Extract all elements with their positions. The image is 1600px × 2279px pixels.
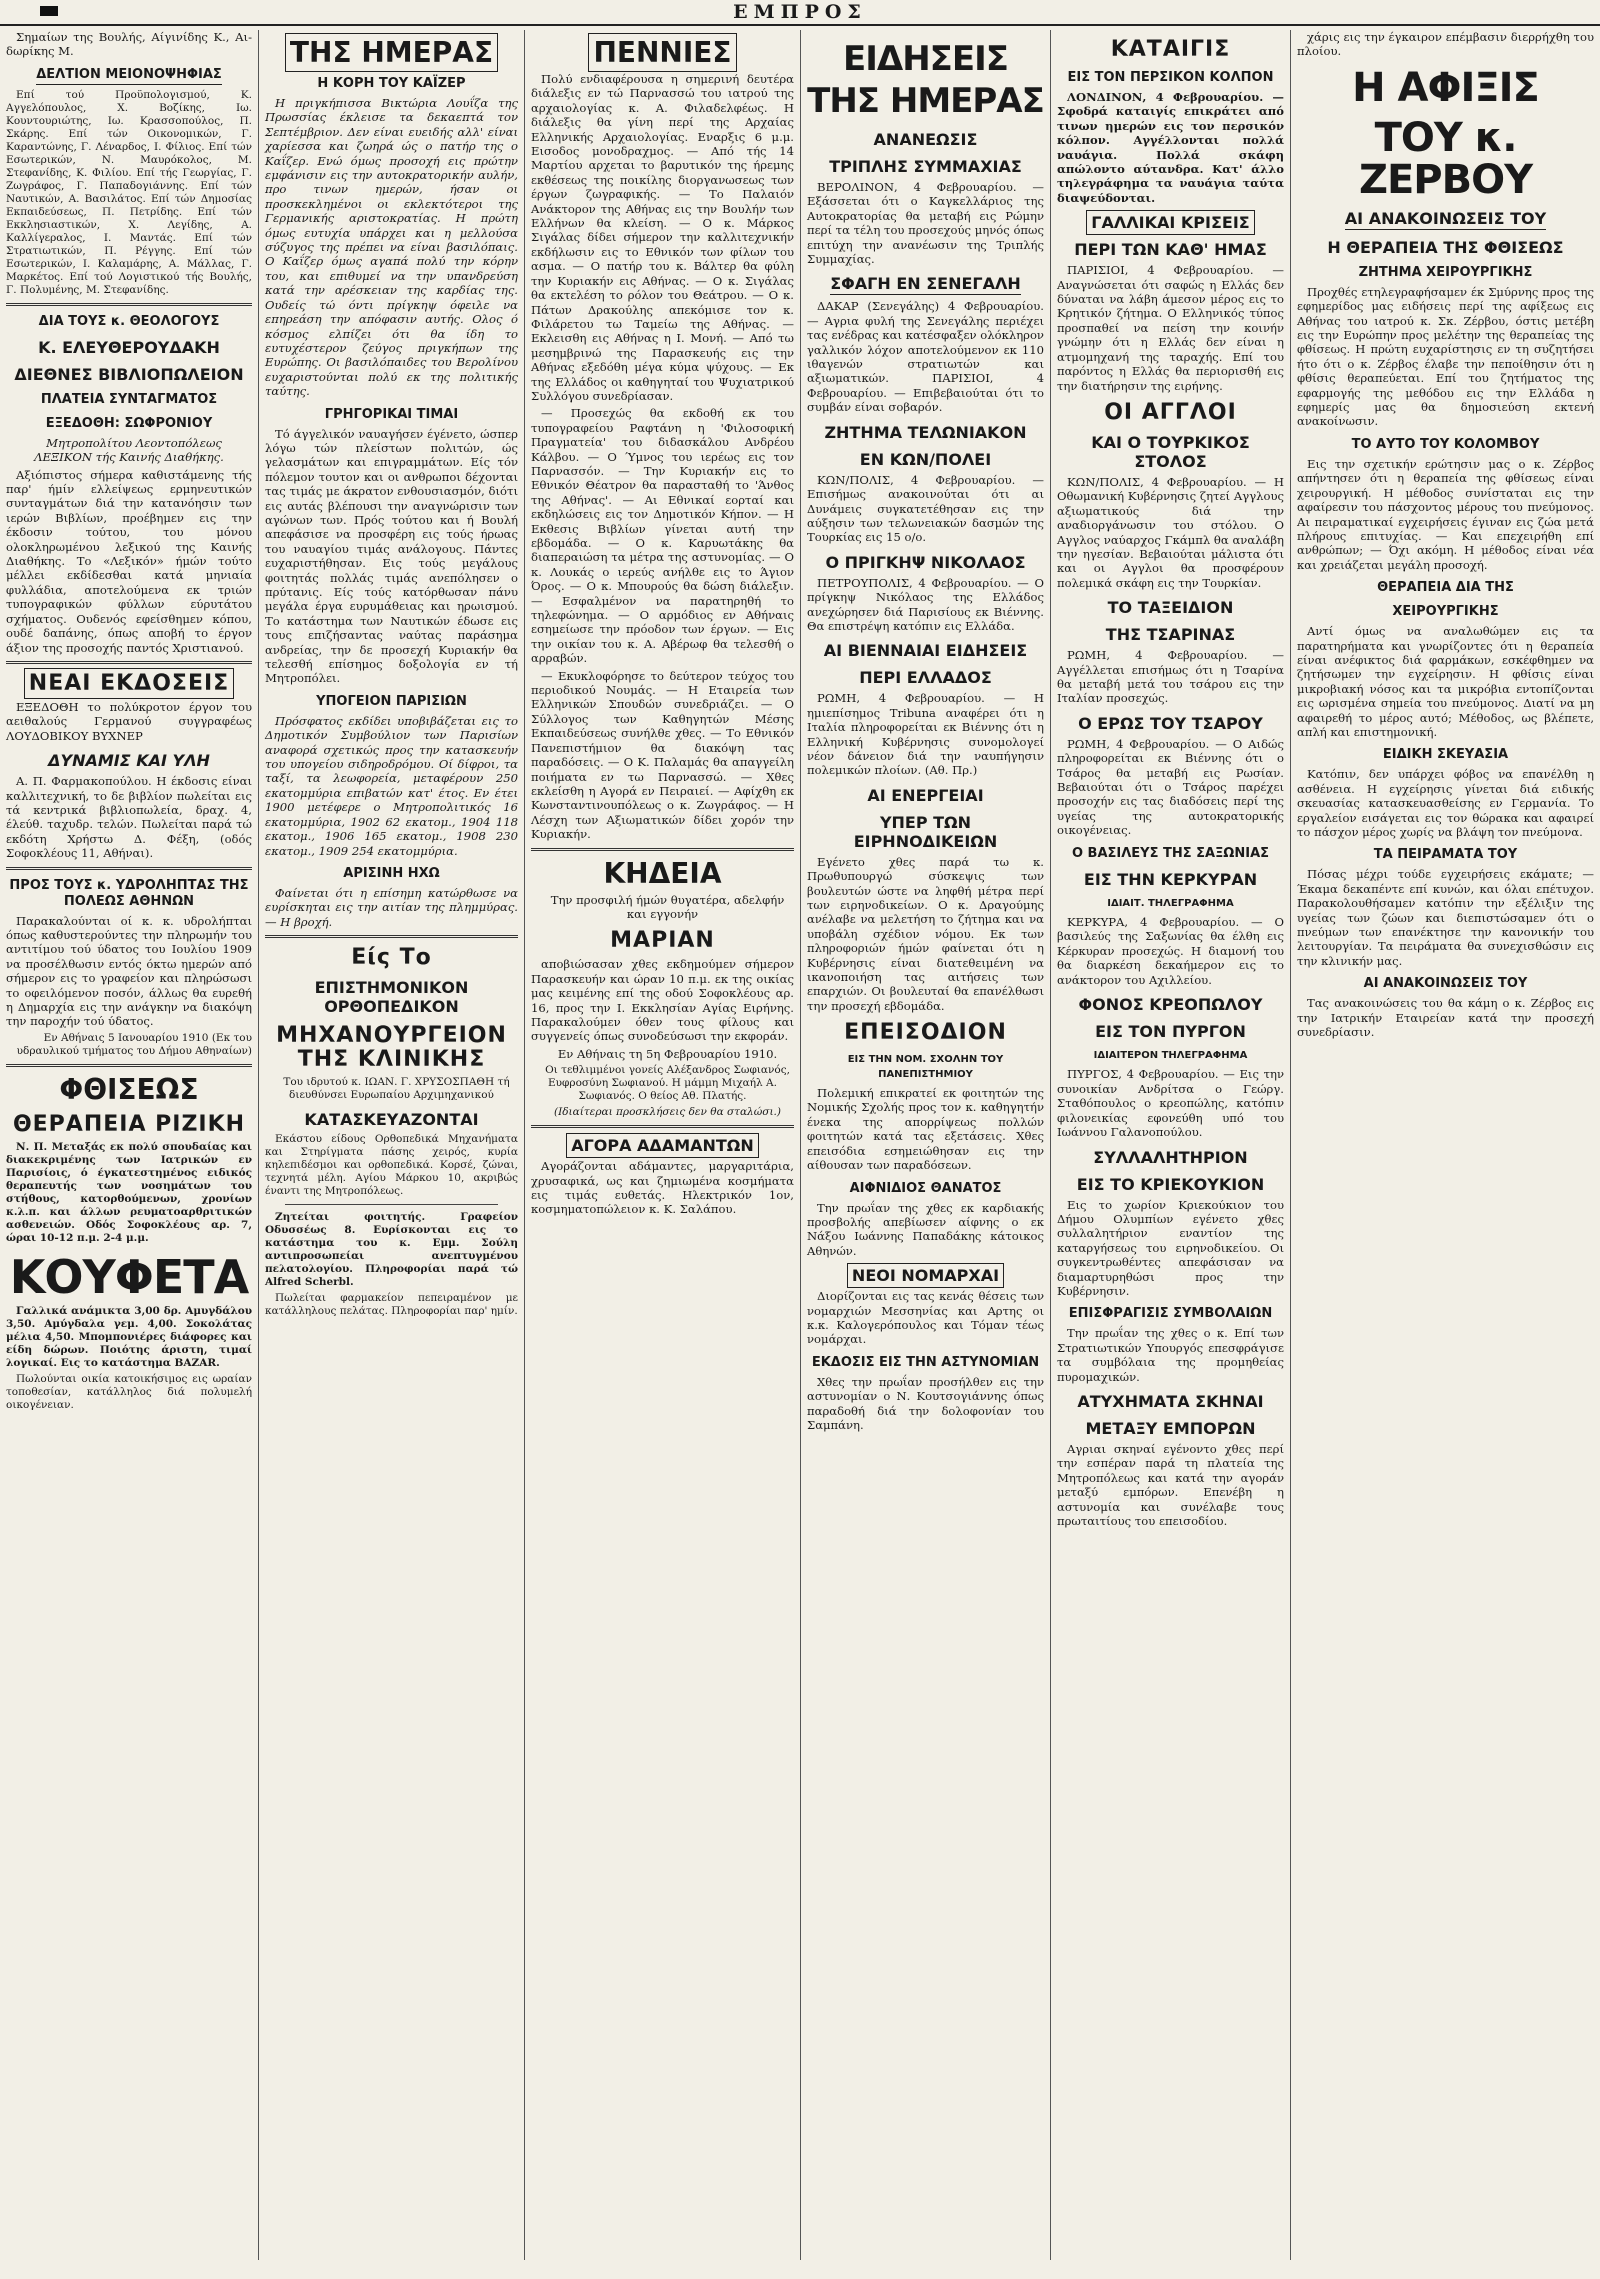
feature-text-6: Τας ανακοινώσεις του θα κάμη ο κ. Ζέρβος εις την Ιατρικήν Εταιρείαν κατά την προσεχή συνεδρίασιν. — [1297, 996, 1594, 1040]
water-notice-heading: ΠΡΟΣ ΤΟΥΣ κ. ΥΔΡΟΛΗΠΤΑΣ ΤΗΣ ΠΟΛΕΩΣ ΑΘΗΝΩΝ — [9, 877, 249, 909]
ortho-ad-heading-3: ΜΗΧΑΝΟΥΡΓΕΙΟΝ ΤΗΣ ΚΛΙΝΙΚΗΣ — [276, 1023, 507, 1073]
section-heading-pennies: ΠΕΝΝΙΕΣ — [531, 38, 794, 68]
divider — [285, 1204, 498, 1205]
newspaper-title: ΕΜΠΡΟΣ — [733, 1, 867, 23]
classified-text-2: Πωλείται φαρμακείον πεπειραμένον με κατάλληλους πελάτας. Πληροφορίαι παρ' ημίν. — [265, 1292, 518, 1318]
pennies-text-2: — Προσεχώς θα εκδοθή εκ του τυπογραφείου Ραφτάνη η 'Φιλοσοφική Πραγματεία' του διδασκάλου Ανδρέου Κάλβου. — Ο Ύμνος του ιερέως εις τον Παρνασσόν. — Την Κυριακήν εις το Εθνικόν Θέατρον θα παρασταθή το 'Άνθος της Αθήνας'. — Αι Εθνικαί εορταί και εκδηλώσεις εις τον Δημοτικόν Κήπον. — Η Εκθεσις Βιβλίων γίνεται αυτή την εβδομάδα. — Ο κ. Καρυωτάκης θα διαπεραιώση τα μέτρα της αστυνομίας. — Ο κ. Λουκάς ο ιερεύς ανήλθε εις το Άγιον Όρος. — Ο κ. Μπουρούς θα δώση διάλεξιν. — Εσφαλμένον να παρατηρηθή το τηλεφώνημα. — Ο αρμόδιος εν Αθήναις εσημείωσε την πρόοδον των έργων. — Εις την οικίαν του κ. Α. Αβέρωφ θα τελεσθή ο αρραβών. — [531, 406, 794, 666]
ortho-ad-heading-1: Είς Το — [351, 945, 432, 971]
new-editions-title: ΔΥΝΑΜΙΣ ΚΑΙ ΥΛΗ — [48, 751, 210, 771]
ad-lexicon-text: Αξιόπιστος σήμερα καθιστάμενης τής παρ' ήμίν ελλείψεως ερμηνευτικών συνταγμάτων διά την κατανόησιν των ιερών Βιβλίων, προέβημεν εις την έκδοσιν τούτου, του μόνου ολοκληρωμένου λεξικού της Καινής Διαθήκης. Το «Λεξικόν» ήμών τούτο μέλλει εκδίδεσθαι κατά μηνιαία φυλλάδια, αποτελούμενα εκ τριών τυπογραφικών φύλλων εύρυτάτου σχήματος. Ουδενός εφείσθημεν κόπου, ουδέ δαπάνης, όπως αποβή το έργον άξιον της προσοχής παντός Χριστιανού. — [6, 467, 252, 655]
section-heading-news: ΕΙΔΗΣΕΙΣ ΤΗΣ ΗΜΕΡΑΣ — [807, 39, 1044, 121]
ad-theologians-heading: ΔΙΑ ΤΟΥΣ κ. ΘΕΟΛΟΓΟΥΣ — [38, 313, 220, 329]
koufeta-ad-text: Γαλλικά ανάμικτα 3,00 δρ. Αμυγδάλου 3,50. Αμύγδαλα γεμ. 4,00. Σοκολάτας μέλια 4,50. Μπομπονιέρες διάφορες και είδη δώρων. Ποιότης άριστη, τιμαί λογικαί. Εις το κατάστημα BAZAR. — [6, 1304, 252, 1369]
deltion-text: Επί τού Προϋπολογισμού, Κ. Αγγελόπουλος, Χ. Βοζίκης, Ιω. Κουντουριώτης, Ιω. Κρασσοπούλος, Π. Σκάρης. Επί τών Οικονομικών, Γ. Καραντώνης, Γ. Λέναρδος, Ι. Φίλιος. Επί τών Εσωτερικών, Ν. Μαυρόκολος, Μ. Στεφανίδης, Κ. Φιλίου. Επί τής Γεωργίας, Γ. Ζωγράφος, Γ. Παπαδογιάννης. Επί τών Ναυτικών, Α. Βασιλάτος. Επί τών Δημοσίας Εκπαιδεύσεως, Π. Πετρίδης. Επί τών Εκκλησιαστικών, Χ. Λεγίδης, Α. Καλλίγεραλος, Ι. Μαντάς. Επί τών Στρατιωτικών, Π. Ρέγγης. Επί τών Εσωτερικών, Ι. Καλαμάρης, Α. Μάλλας, Γ. Μαρκέτος. Επί τού Λογιστικού τής Βουλής, Γ. Πολυμένης, Μ. Στεφανίδης. — [6, 88, 252, 296]
feature-heading-instrument: ΕΙΔΙΚΗ ΣΚΕΥΑΣΙΑ — [1382, 747, 1509, 763]
funeral-name: ΜΑΡΙΑΝ — [610, 928, 715, 954]
news-heading-persian-gulf: ΕΙΣ ΤΟΝ ΠΕΡΣΙΚΟΝ ΚΟΛΠΟΝ — [1067, 70, 1274, 85]
news-heading-senegal: ΣΦΑΓΗ ΕΝ ΣΕΝΕΓΑΛΗ — [830, 274, 1021, 294]
feature-text-3: Αντί όμως να αναλωθώμεν εις τα παρατηρήματα και γνωρίζοντες ότι η θεραπεία είναι ανέφικτος διά φαρμάκων, εσκέφθημεν να ζητήσωμεν την εγχείρησιν. Η φθίσις είναι μικροβιακή νόσος και τα μικρόβια εντοπίζονται εις ωρισμένα σημεία του πνεύμονος. Διατί να μη αφαιρεθή το μέρος αυτό; Μέθοδος, ως βλέπετε, απλή και επιστημονική. — [1297, 624, 1594, 739]
news-text-alliance: ΒΕΡΟΛΙΝΟΝ, 4 Φεβρουαρίου. — Εξάσσεται ότι ο Καγκελλάριος της Αυτοκρατορίας θα μεταβή εις Ρώμην περί τα τέλη του προσεχούς μηνός όπως επιτύχη την ανανέωσιν της Τριπλής Συμμαχίας. — [807, 180, 1044, 267]
funeral-heading: ΚΗΔΕΙΑ — [603, 856, 722, 890]
deltion-heading: ΔΕΛΤΙΟΝ ΜΕΙΟΝΟΨΗΦΙΑΣ — [6, 67, 252, 85]
feature-heading-therapy: Η ΘΕΡΑΠΕΙΑ ΤΗΣ ΦΘΙΣΕΩΣ — [1327, 237, 1564, 257]
divider — [6, 1064, 252, 1067]
news-text-vienna: ΡΩΜΗ, 4 Φεβρουαρίου. — Η ημιεπίσημος Tribuna αναφέρει ότι η Ιταλία πληροφορείται εκ Βιέννης ότι η Ελληνική Κυβέρνησις συνομολογεί νέον δάνειον διά την ναυπήγησιν πολεμικών πλοίων. (Αθ. Πρ.) — [807, 691, 1044, 778]
column-6 — [1291, 30, 1600, 2260]
news-heading-actions: ΑΙ ΕΝΕΡΓΕΙΑΙ — [867, 785, 984, 805]
news-heading-greece: ΠΕΡΙ ΕΛΛΑΔΟΣ — [859, 668, 992, 688]
new-editions-text-2: Α. Π. Φαρμακοπούλου. Η έκδοσις είναι καλλιτεχνική, το δε βιβλίον πωλείται εις τά κεντρικά βιβλιοπωλεία, δραχ. 4, έλεύθ. ταχυδρ. τελών. Πωλείται παρά τώ εκδότη Χρήστω Δ. Φέξη, (οδός Σοφοκλέους 11, Αθήναι). — [6, 774, 252, 861]
news-heading-telegram: ΙΔΙΑΙΤ. ΤΗΛΕΓΡΑΦΗΜΑ — [1107, 897, 1234, 909]
news-text-french: ΠΑΡΙΣΙΟΙ, 4 Φεβρουαρίου. — Αναγνώσεται ότι σαφώς η Ελλάς δεν δύναται να λάβη άμεσον μέρος εις το Κρητικόν ζήτημα. Ο Ελληνικός τύπος προσπαθεί να πείση την κοινήν γνώμην ότι η Ελλάς δεν είναι η ατμομηχανή της ταραχής. Επί του παρόντος η Ελλάς θα περιορισθή εις την διατήρησιν της ειρήνης. — [1057, 263, 1284, 393]
news-heading-vienna: ΑΙ ΒΙΕΝΝΑΙΑΙ ΕΙΔΗΣΕΙΣ — [823, 641, 1028, 661]
column-3 — [525, 30, 800, 2260]
news-heading-journey: ΤΟ ΤΑΞΕΙΔΙΟΝ — [1107, 598, 1234, 618]
news-heading-contracts: ΕΠΙΣΦΡΑΓΙΣΙΣ ΣΥΜΒΟΛΑΙΩΝ — [1068, 1306, 1273, 1322]
ad-lexicon-subtitle: Μητροπολίτου Λεοντοπόλεως ΛΕΞΙΚΟΝ τής Καινής Διαθήκης. — [34, 435, 224, 465]
news-heading-tsarina: ΤΗΣ ΤΣΑΡΙΝΑΣ — [1105, 625, 1236, 645]
news-heading-constantinople: ΕΝ ΚΩΝ/ΠΟΛΕΙ — [859, 449, 992, 469]
ad-bookshop-name: Κ. ΕΛΕΥΘΕΡΟΥΔΑΚΗ — [38, 337, 220, 357]
water-notice-text: Παρακαλούνται οί κ. κ. υδρολήπται όπως καθυστερούντες την πληρωμήν του αντιτίμου τού ύδατος του Ιουλίου 1909 να προσέλθωσιν εντός όκτω ημερών από σήμερον εις το γραφείον και πληρώσωσι το οφειλόμενον ποσόν, άλλως θα ευρεθή η Δημαρχία εις την ανάγκην να διακόψη την παροχήν τού ύδατος. — [6, 913, 252, 1029]
news-heading-prince: Ο ΠΡΙΓΚΗΨ ΝΙΚΟΛΑΟΣ — [825, 552, 1026, 572]
news-heading-rally: ΣΥΛΛΑΛΗΤΗΡΙΟΝ — [1093, 1147, 1248, 1167]
news-heading-french: ΓΑΛΛΙΚΑΙ ΚΡΙΣΕΙΣ — [1057, 213, 1284, 232]
ortho-ad-text: Του ιδρυτού κ. ΙΩΑΝ. Γ. ΧΡΥΣΟΣΠΑΘΗ τή διευθύνσει Ευρωπαίου Αρχιμηχανικού — [283, 1076, 510, 1102]
feature-heading-announcements-2: ΑΙ ΑΝΑΚΟΙΝΩΣΕΙΣ ΤΟΥ — [1363, 976, 1528, 992]
news-text-tsar: ΡΩΜΗ, 4 Φεβρουαρίου. — Ο Αιδώς πληροφορείται εκ Βιέννης ότι ο Τσάρος θα μεταβή εις Ρωσίαν. Βεβαιούται ότι ο Τσάρος παρέχει προσοχήν εις τας διαδόσεις περί της υγείας της αυτοκρατορικής οικογένειας. — [1057, 736, 1284, 838]
divider — [531, 1125, 794, 1128]
funeral-date: Εν Αθήναις τη 5η Φεβρουαρίου 1910. — [557, 1046, 778, 1061]
article-heading-honours: ΓΡΗΓΟΡΙΚΑΙ ΤΙΜΑΙ — [324, 406, 459, 422]
news-heading-english: ΟΙ ΑΓΓΛΟΙ — [1104, 399, 1237, 425]
ortho-ad-text-2: Εκάστου είδους Ορθοπεδικά Μηχανήματα και Στηρίγματα πάσης χειρός, κυρία κηλεπιδέσμοι και ορθοπεδικά. Κορσέ, ζώναι, τεχνητά μέλη. Αγίου Μάρκου 10, ακριβώς έναντι της Μητροπόλεως. — [265, 1133, 518, 1198]
ad-bookshop-title: ΔΙΕΘΝΕΣ ΒΙΒΛΙΟΠΩΛΕΙΟΝ — [14, 364, 244, 384]
news-text-customs: ΚΩΝ/ΠΟΛΙΣ, 4 Φεβρουαρίου. — Επισήμως ανακοινούται ότι αι Δυνάμεις συγκατετέθησαν εις την αύξησιν των τελωνειακών δασμών της Τουρκίας εις 15 ο/ο. — [807, 472, 1044, 545]
column-4 — [801, 30, 1050, 2260]
feature-text-2: Εις την σχετικήν ερώτησιν μας ο κ. Ζέρβος απήντησεν ότι η θεραπεία της φθίσεως είναι χειρουργική. Η μέθοδος συνίσταται εις την αφαίρεσιν του πάσχοντος μέρους του πνεύμονος. Αι πειραματικαί εγχειρήσεις έγιναν εις ζώα μετά πλήρους επιτυχίας. — Και επεχειρήθη επί ανθρώπων; — Όχι ακόμη. Η μέθοδος είναι νέα και χρειάζεται μεγάλη προσοχή. — [1297, 456, 1594, 572]
phthisis-ad-subheading: ΘΕΡΑΠΕΙΑ ΡΙΖΙΚΗ — [12, 1111, 246, 1137]
diamonds-ad-text: Αγοράζονται αδάμαντες, μαργαριτάρια, χρυσαφικά, ως και ζημιωμένα κοσμήματα εις τιμάς ευθετάς. Ηλεκτρικόν 1ον, κοσμηματοπώλειον κ. Κ. Σαλάπου. — [531, 1159, 794, 1217]
feature-text-1: Προχθές ετηλεγραφήσαμεν έκ Σμύρνης προς της εφημερίδος μας ειδήσεις περί της αφίξεως εις Αθήνας του ιατρού κ. Σκ. Ζέρβου, όστις μετέβη εις την Ευρώπην προς μελέτην της θεραπείας της φθίσεως. Η πρώτη ευχαρίστησις εν τη συζητήσει ήτο ότι ο κ. Ζέρβος έλαβε την πεποίθησιν ότι η φθίσις θεραπεύεται. Επί του ζητήματος της εφαρμογής της μεθόδου εις την Ελλάδα η εφημερίς μας θα δημοσιεύση εκτενή ανακοίνωσιν. — [1297, 284, 1594, 429]
news-heading-scenes: ΑΤΥΧΗΜΑΤΑ ΣΚΗΝΑΙ — [1077, 1391, 1264, 1411]
new-editions-heading: ΝΕΑΙ ΕΚΔΟΣΕΙΣ — [6, 672, 252, 696]
masthead-ornament — [40, 6, 58, 16]
news-heading-saxony: Ο ΒΑΣΙΛΕΥΣ ΤΗΣ ΣΑΞΩΝΙΑΣ — [1071, 845, 1270, 861]
column-5 — [1051, 30, 1290, 2260]
news-heading-telegram-2: ΙΔΙΑΙΤΕΡΟΝ ΤΗΛΕΓΡΑΦΗΜΑ — [1093, 1050, 1248, 1062]
news-heading-police: ΕΚΔΟΣΙΣ ΕΙΣ ΤΗΝ ΑΣΤΥΝΟΜΙΑΝ — [811, 1354, 1040, 1370]
column-2 — [259, 30, 524, 2260]
divider — [265, 935, 518, 938]
pennies-text-1: Πολύ ενδιαφέρουσα η σημερινή δευτέρα διάλεξις εν τώ Παρνασσώ του ιατρού της αρχαιολογίας κ. Α. Φιλαδελφέως. Η διάλεξις θα γίνη περί της Αρχαίας Ελληνικής Αρχαιολογίας. Εναρξις 6 μ.μ. Εισοδος μονοδραχμος. — Από τής 14 Μαρτίου αρχεται το βαρυτικόν της ήρεμης εκθέσεως της ποικίλης διοργανωσεως των έργων ζωγραφικής. — Το Παλαιόν Ανάκτορον της Αθήνας εις την Βουλήν των Ελλήνων θα κλείση. — Ο κ. Μάρκος Σιγάλας δίδει σήμερον την καλλιτεχνικήν εκδήλωσιν εις το Εθνικόν των φίλων του ασμα. — Ο πατήρ του κ. Βάλτερ θα φύλη την Κυριακήν εις Αθήνας. — Ο κ. Σιγάλας θα εκτελέση το ρόλον του Θεάτρου. — Ο κ. Πάτων Δρακούλης απεκόμισε τον κ. Φιλάρετου τω Ταμείω της Αθήνας. — Εκλεισθη εις Αθήνας η Ι. Μονή. — Από τω μεσημβρινώ της Παρασκευής εις την Αθήνας εξεδόθη μέγα κύμα ψύχους. — Εκ της Ελλάδος οι καθηγηταί του Ψυχιατρικού Συλλόγου συνεδρίασαν. — [531, 72, 794, 403]
news-text-turkish-fleet: ΚΩΝ/ΠΟΛΙΣ, 4 Φεβρουαρίου. — Η Οθωμανική Κυβέρνησις ζητεί Αγγλους αξιωματικούς διά την αναδιοργάνωσιν του στόλου. Ο Αγγλος ναύαρχος Γκάμπλ θα αναλάβη την ηγεσίαν. Βεβαιούται μάλιστα ότι και οι Αγγλοι θα προσφέρουν πολεμικά σκάφη εις την Τουρκίαν. — [1057, 474, 1284, 590]
article-heading-metro: ΥΠΟΓΕΙΟΝ ΠΑΡΙΣΙΩΝ — [316, 693, 467, 709]
intro-text-col6: χάρις εις την έγκαιρον επέμβασιν διερρήχθη του πλοίου. — [1297, 30, 1594, 59]
news-text-police: Χθες την πρωΐαν προσήλθεν εις την αστυνομίαν ο Ν. Κουτσογιάννης όπως παραδοθή διά την δολοφονίαν του Σαμπάνη. — [807, 1374, 1044, 1432]
ad-published-heading: ΕΞΕΔΟΘΗ: ΣΩΦΡΟΝΙΟΥ — [45, 415, 213, 431]
water-notice-signature: Εν Αθήναις 5 Ιανουαρίου 1910 (Εκ του υδραυλικού τμήματος του Δήμου Αθηναίων) — [16, 1031, 252, 1057]
classified-text: Ζητείται φοιτητής. Γραφείον Οδυσσέως 8. Ευρίσκονται εις το κατάστημα του κ. Εμμ. Σούλη αντιπροσωπείαι ανεπτυγμένου πελατολογίου. Πληροφορίαι παρά τώ Alfred Scherbl. — [265, 1211, 518, 1289]
news-text-merchants: Αγριαι σκηναί εγένοντο χθες περί την εσπέραν παρά τη πλατεία της Μητροπόλεως και κατά την αγοράν μεταξύ εμπόρων. Επενέβη η αστυνομία και συνέλαβε τους πρωταιτίους του επεισοδίου. — [1057, 1441, 1284, 1528]
news-text-incident: Πολεμική επικρατεί εκ φοιτητών της Νομικής Σχολής προς τον κ. καθηγητήν ένεκα της απορρίψεως πολλών φοιτητών κατά τας εξετάσεις. Χθες επεισόδια εσημειώθησαν εις την αίθουσαν των παραδόσεων. — [807, 1086, 1044, 1173]
column-1 — [0, 30, 258, 2260]
funeral-note: (Ιδιαίτεραι προσκλήσεις δεν θα σταλώσι.) — [553, 1106, 781, 1119]
article-text-kaiser: Η πριγκήπισσα Βικτώρια Λουΐζα της Πρωσσίας έκλεισε τα δεκαεπτά τον Σεπτέμβριον. Δεν είναι ευειδής αλλ' είναι χαρίεσσα και ζωηρά ώς ο πατήρ της ο Καΐζερ. Ενώ όμως προσοχή εις πρώτην εμφάνισιν εις την αυτοκρατορικήν αυλήν, προ τινων ημερών, ήσαν οι προσκεκλημένοι οι εκλεκτότεροι της Γερμανικής αριστοκρατίας. Η πρώτη όμως ευτυχία υπάρχει και η μελλούσα σύζυγος της πρέπει να είναι βασιλόπαις. Ο Καΐζερ όμως αγαπά πολύ την κόρην του, και επιθυμεί να την υπανδρεύση κατά την αρέσκειαν της καρδίας της. Ουδείς τώ όντι πρίγκηψ όφειλε να επηρεάση την απόφασιν αυτής. Ολος ό κόσμος ελπίζει ότι θα ίδη το ευτυχέστερον ζεύγος πριγκήπων της Ευρώπης. Οι βασιλόπαιδες του Βερολίνου ευχαριστούνται πολύ εκ της πολιτικής ταύτης. — [265, 96, 518, 399]
feature-heading-surgical: ΧΕΙΡΟΥΡΓΙΚΗΣ — [1392, 604, 1499, 620]
news-heading-merchants: ΜΕΤΑΞΥ ΕΜΠΟΡΩΝ — [1085, 1418, 1256, 1438]
news-heading-alliance: ΤΡΙΠΛΗΣ ΣΥΜΜΑΧΙΑΣ — [829, 157, 1022, 176]
feature-heading-experiments: ΤΑ ΠΕΙΡΑΜΑΤΑ ΤΟΥ — [1373, 847, 1518, 863]
feature-heading-therapy-by: ΘΕΡΑΠΕΙΑ ΔΙΑ ΤΗΣ — [1377, 580, 1514, 596]
feature-text-4: Κατόπιν, δεν υπάρχει φόβος να επανέλθη η ασθένεια. Η εγχείρησις γίνεται διά ειδικής σκευασίας κατασκευασθείσης εν Γερμανία. Το εργαλείον εισάγεται εις τον θώρακα και αφαιρεί το πάσχον μέρος χωρίς να βλάψη τον πνεύμονα. — [1297, 767, 1594, 839]
news-text-pyrgos: ΠΥΡΓΟΣ, 4 Φεβρουαρίου. — Εις την συνοικίαν Ανδρίτσα ο Γεώργ. Σταθόπουλος ο κρεοπώλης, κατόπιν φιλονεικίας εφονεύθη υπό του Ιωάννου Γαλανοπούλου. — [1057, 1067, 1284, 1140]
diamonds-ad-heading: ΑΓΟΡΑ ΑΔΑΜΑΝΤΩΝ — [531, 1136, 794, 1155]
article-text-honours: Τό άγγελικόν ναυαγήσεν έγένετο, ώσπερ λόγω τών πλείστων πολιτών, ώς γελασμάτων και επιγραμμάτων. Είς τόν πόλεμον τουτον και οι ανθρωποι δέχονται τας τιμάς με άκρατον ενθουσιασμόν, διότι εις αυτάς βλέπουσι την αναγνώρισιν των αγώνων των. Πρός τούτου και ή Βουλή απεφάσισε να προσφέρη εις τούς ήρωας του ναυαγίου τιμάς ανάλογους. Πάντες ευχαριστήθησαν. Εις τούς μεγάλους φοιτητάς πολλάς τιμάς ανεπόλησεν ο πρύτανις. Είς τούς κατόρθωσαν πάνυ μεγάλα έργα ευρυμάθειας και ηρωισμού. Το κατάστημα των Ναυτικών έδωσε εις τους επιζήσαντας ναύτας παράσημα ανδρείας, την δε προσεχή Κυριακήν θα τελεσθή επίσημος δοξολογία εν τή Μητροπόλει. — [265, 426, 518, 686]
news-text-contracts: Την πρωΐαν της χθες ο κ. Επί των Στρατιωτικών Υπουργός επεσφράγισε τα συμβόλαια της προμηθείας πυρομαχικών. — [1057, 1326, 1284, 1384]
news-text-storm: ΛΟΝΔΙΝΟΝ, 4 Φεβρουαρίου. — Σφοδρά καταιγίς επικράτει από τινων ημερών εις τον περσικόν κόλπον. Αγγέλλονται πολλά ναυάγια. Πολλά σκάφη απώλοντο αύτανδρα. Κατ' άλλο τηλεγράφημα τα ναυάγια ταύτα διαψεύδονται. — [1057, 90, 1284, 205]
news-heading-courts: ΥΠΕΡ ΤΩΝ ΕΙΡΗΝΟΔΙΚΕΙΩΝ — [853, 812, 998, 851]
news-text-corfu: ΚΕΡΚΥΡΑ, 4 Φεβρουαρίου. — Ο βασιλεύς της Σαξωνίας θα έλθη εις Κέρκυραν προσεχώς. Η διαμονή του θα διαρκέση δεκαήμερον εις το ανάκτορον του Αχιλλείου. — [1057, 915, 1284, 987]
funeral-text-2: αποβιώσασαν χθες εκδημούμεν σήμερον Παρασκευήν και ώραν 10 π.μ. εκ της οικίας μας κειμένης επί της οδού Σοφοκλέους αρ. 16, προς την Ι. Εκκλησίαν Αγίας Ειρήνης. Παρακαλούμεν όθεν τους φίλους και συγγενείς όπως συνοδεύσωσι την εκφοράν. — [531, 957, 794, 1044]
divider — [6, 303, 252, 306]
divider — [6, 867, 252, 870]
feature-text-5: Πόσας μέχρι τούδε εγχειρήσεις εκάματε; — Έκαμα δεκαπέντε επί κυνών, και όλαι επέτυχον. Παρακολουθήσαμεν κατόπιν την εξέλιξιν της υγείας των ζώων και διεπιστώσαμεν ότι ο πνεύμων των επανέκτησε την κανονικήν του λειτουργίαν. Τα πειράματα θα συνεχισθώσιν εις την κλινικήν μας. — [1297, 867, 1594, 968]
article-text-metro: Πρόσφατος εκδίδει υποβιβάζεται εις το Δημοτικόν Συμβούλιον των Παρισίων αναφορά σχετικώς προς την κατασκευήν του υπογείου σιδηροδρόμου. Οί δίφροι, τα ταξί, τα λεωφορεία, μεταφέρουν 250 εκατομμύρια επιβατών κατ' έτος. Εν έτει 1900 μετέφερε ο Μητροπολιτικός 16 εκατομμύρια, 1902 62 εκατομ., 1904 118 εκατομ., 1906 165 εκατομ., 1908 230 εκατομ., 1909 254 εκατομμύρια. — [265, 713, 518, 858]
news-heading-law-school: ΕΙΣ ΤΗΝ ΝΟΜ. ΣΧΟΛΗΝ ΤΟΥ ΠΑΝΕΠΙΣΤΗΜΙΟΥ — [847, 1054, 1004, 1080]
article-heading-echo: ΑΡΙΣΙΝΗ ΗΧΩ — [343, 865, 440, 881]
news-heading-tsar: Ο ΕΡΩΣ ΤΟΥ ΤΣΑΡΟΥ — [1078, 713, 1263, 733]
news-heading-customs: ΖΗΤΗΜΑ ΤΕΛΩΝΙΑΚΟΝ — [824, 422, 1027, 442]
funeral-text: Την προσφιλή ήμών θυγατέρα, αδελφήν και εγγονήν — [550, 892, 785, 921]
feature-heading-columbus: ΤΟ ΑΥΤΟ ΤΟΥ ΚΟΛΟΜΒΟΥ — [1351, 436, 1540, 452]
news-heading-kriekoukion: ΕΙΣ ΤΟ ΚΡΙΕΚΟΥΚΙΟΝ — [1076, 1174, 1265, 1194]
feature-heading-surgery: ΖΗΤΗΜΑ ΧΕΙΡΟΥΡΓΙΚΗΣ — [1358, 264, 1533, 280]
news-heading-storm: ΚΑΤΑΙΓΙΣ — [1110, 37, 1231, 62]
news-text-rally: Εις το χωρίον Κριεκούκιον του Δήμου Ολυμπίων εγένετο χθες συλλαλητήριον εναντίον της καταργήσεως του ειρηνοδικείου. Οι συγκεντρωθέντες απεφάσισαν να διαμαρτυρηθώσι προς την Κυβέρνησιν. — [1057, 1197, 1284, 1298]
phthisis-ad-heading: ΦΘΙΣΕΩΣ — [59, 1072, 199, 1106]
divider — [6, 661, 252, 664]
news-heading-incident: ΕΠΕΙΣΟΔΙΟΝ — [844, 1020, 1007, 1046]
news-heading-pyrgos: ΕΙΣ ΤΟΝ ΠΥΡΓΟΝ — [1095, 1022, 1246, 1042]
news-heading-renewal: ΑΝΑΝΕΩΣΙΣ — [873, 130, 978, 149]
phthisis-ad-text: Ν. Π. Μεταξάς εκ πολύ σπουδαίας και διακεκριμένης των Ιατρικών εν Παρισίοις, ό έγκατεστημένος ειδικός θεραπευτής των νοσημάτων του στήθους, κατορθούμενων, χρονίων κ.λ.π. και άλλων ρευματοαρθριτικών ασθενειών. Οδός Σοφοκλέους αρ. 7, ώραι 10-12 π.μ. 2-4 μ.μ. — [6, 1140, 252, 1244]
feature-heading-arrival: Η ΑΦΙΞΙΣ — [1352, 64, 1539, 111]
pennies-text-3: — Εκυκλοφόρησε το δεύτερον τεύχος του περιοδικού Νουμάς. — Η Εταιρεία των Ελληνικών Σπουδών συνεδριάζει. — Ο Σύλλογος των Καθηγητών Μέσης Εκπαιδεύσεως συνήλθε χθες. — Το Εθνικόν Πανεπιστήμιον θα διακόψη τας παραδόσεις. — Ο Κ. Παλαμάς θα απαγγείλη ποιήματα εν τω Παρνασσώ. — Χθες εκλείσθη η Αγορά εν Πειραιεί. — Αφίχθη εκ Κωνσταντινουπόλεως ο κ. Ζωγράφος. — Η Λέσχη των Αξιωματικών δίδει χορόν την Κυριακήν. — [531, 668, 794, 842]
news-heading-murder: ΦΟΝΟΣ ΚΡΕΟΠΩΛΟΥ — [1078, 995, 1263, 1015]
news-heading-corfu: ΕΙΣ ΤΗΝ ΚΕΡΚΥΡΑΝ — [1083, 869, 1258, 889]
news-text-tsarina: ΡΩΜΗ, 4 Φεβρουαρίου. — Αγγέλλεται επισήμως ότι η Τσαρίνα θα μεταβή μετά του τσάρου εις την Ιταλίαν προσεχώς. — [1057, 648, 1284, 706]
feature-heading-announcements: ΑΙ ΑΝΑΚΟΙΝΩΣΕΙΣ ΤΟΥ — [1344, 208, 1547, 228]
news-heading-turkish-fleet: ΚΑΙ Ο ΤΟΥΡΚΙΚΟΣ ΣΤΟΛΟΣ — [1091, 432, 1250, 471]
funeral-signatures: Οι τεθλιμμένοι γονείς Αλέξανδρος Σωφιανός, Ευφροσύνη Σωφιανού. Η μάμμη Μιχαήλ Α. Σωφιανός. Ο θείος Αθ. Πλατής. — [545, 1064, 790, 1103]
ortho-ad-heading-2: ΕΠΙΣΤΗΜΟΝΙΚΟΝ ΟΡΘΟΠΕΔΙΚΟΝ — [314, 978, 469, 1017]
ortho-ad-heading-4: ΚΑΤΑΣΚΕΥΑΖΟΝΤΑΙ — [304, 1110, 479, 1130]
feature-heading-zervos: ΤΟΥ κ. ΖΕΡΒΟΥ — [1358, 114, 1533, 203]
koufeta-ad-footer: Πωλούνται οικία κατοικήσιμος εις ωραίαν τοποθεσίαν, κατάλληλος διά πολυμελή οικογένειαν. — [6, 1372, 252, 1411]
article-heading-kaiser: Η ΚΟΡΗ ΤΟΥ ΚΑΪΖΕΡ — [317, 76, 466, 91]
intro-text: Σημαίων της Βουλής, Αίγινίδης Κ., Αι- δωρίκης Μ. — [6, 30, 252, 59]
news-text-prince: ΠΕΤΡΟΥΠΟΛΙΣ, 4 Φεβρουαρίου. — Ο πρίγκηψ Νικόλαος της Ελλάδος ανεχώρησεν διά Παρισίους εκ Βιέννης. Θα επιστρέψη κατόπιν εις Ελλάδα. — [807, 575, 1044, 633]
news-heading-prefects: ΝΕΟΙ ΝΟΜΑΡΧΑΙ — [807, 1266, 1044, 1285]
news-text-senegal: ΔΑΚΑΡ (Σενεγάλης) 4 Φεβρουαρίου. — Αγρια φυλή της Σενεγάλης περιέχει τας ενέδρας και κατέσφαξεν ολόκληρον γαλλικόν λόχον αποτελούμενον εκ 110 ιθαγενών στρατιωτών και αξιωματικών. ΠΑΡΙΣΙΟΙ, 4 Φεβρουαρίου. — Επιβεβαιούται ότι το συμβάν είναι σοβαρόν. — [807, 299, 1044, 415]
news-text-prefects: Διορίζονται εις τας κενάς θέσεις των νομαρχιών Μεσσηνίας και Αρτης οι κ.κ. Καλογερόπουλος και Τόμαν τέως νομάρχαι. — [807, 1289, 1044, 1347]
divider — [531, 848, 794, 851]
section-heading-tis-imeras: ΤΗΣ ΗΜΕΡΑΣ — [265, 38, 518, 68]
news-text-courts: Εγένετο χθες παρά τω κ. Πρωθυπουργώ σύσκεψις των βουλευτών ώστε να ληφθή μέτρα περί των ειρηνοδικείων. Ο κ. Δραγούμης ανέλαβε να μελετήση το ζήτημα και να υποβάλη σχέδιον νόμου. Εκ των πληροφοριών ήμών φαίνεται ότι η Κυβέρνησις είναι διατεθειμένη να ικανοποιήση τας αιτήσεις των επαρχιών. Οι βουλευταί θα επανέλθωσι την προσεχή εβδομάδα. — [807, 854, 1044, 1013]
ad-bookshop-address: ΠΛΑΤΕΙΑ ΣΥΝΤΑΓΜΑΤΟΣ — [40, 391, 218, 407]
masthead — [0, 0, 1600, 26]
koufeta-ad-heading: ΚΟΥΦΕΤΑ — [9, 1249, 249, 1304]
news-text-death: Την πρωΐαν της χθες εκ καρδιακής προσβολής απεβίωσεν αίφνης ο εκ Νάξου Ιωάννης Παπαδάκης κάτοικος Αθηνών. — [807, 1200, 1044, 1258]
new-editions-text: ΕΞΕΔΟΘΗ το πολύκροτον έργον του αειθαλούς Γερμανού συγγραφέως ΛΟΥΔΟΒΙΚΟΥ ΒΥΧΝΕΡ — [6, 699, 252, 743]
article-text-echo: Φαίνεται ότι η επίσημη κατώρθωσε να ευρίσκηται εις την αιτίαν της πλημμύρας. — Η βροχή. — [265, 885, 518, 929]
news-heading-about-us: ΠΕΡΙ ΤΩΝ ΚΑΘ' ΗΜΑΣ — [1074, 240, 1267, 260]
news-heading-death: ΑΙΦΝΙΔΙΟΣ ΘΑΝΑΤΟΣ — [849, 1180, 1002, 1196]
